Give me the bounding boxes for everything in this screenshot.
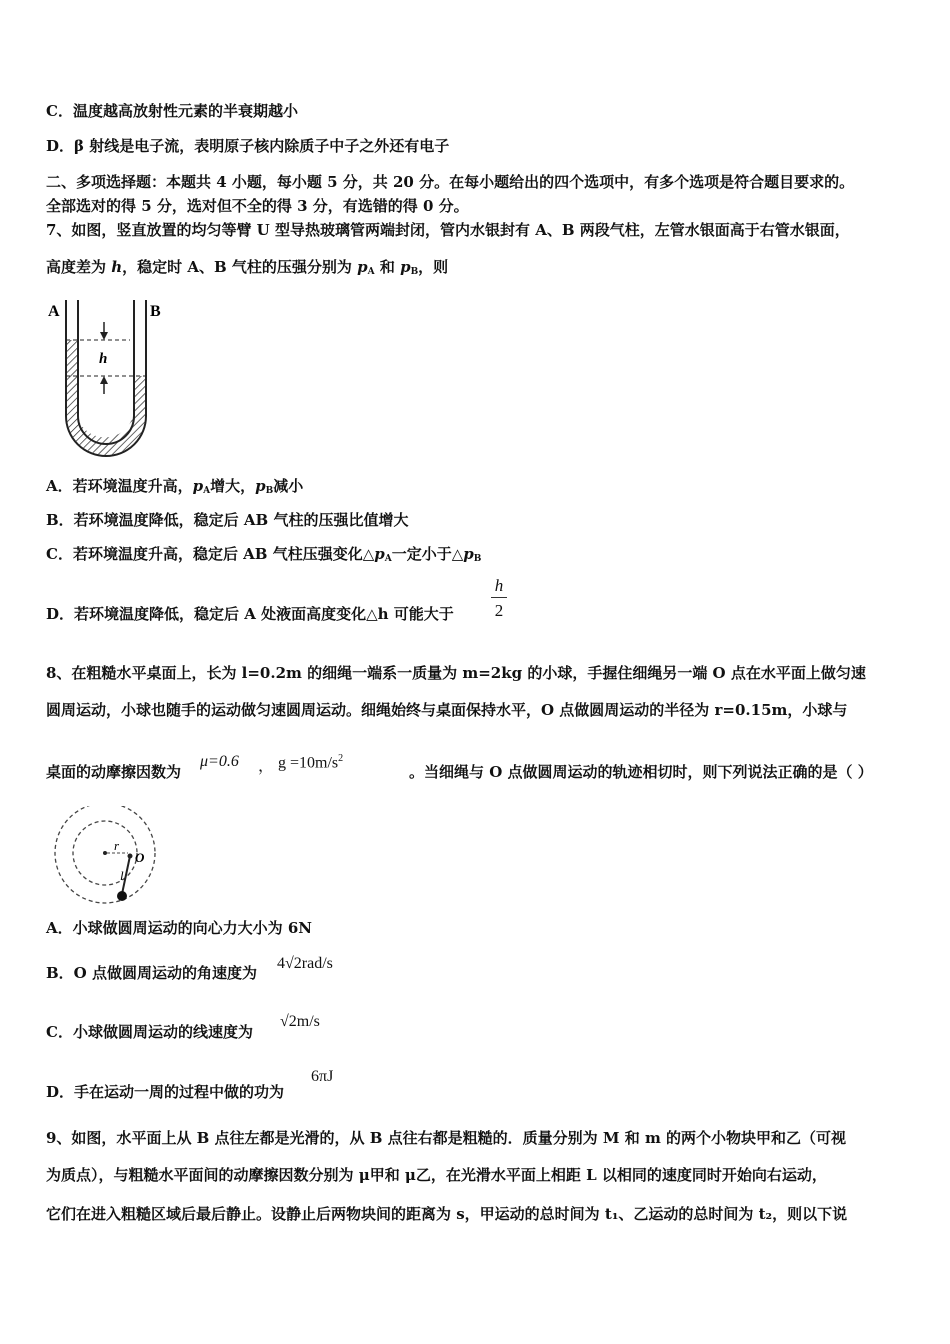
q8-option-d-value: 6πJ bbox=[311, 1068, 334, 1085]
q8-option-c: C．小球做圆周运动的线速度为 bbox=[46, 1023, 253, 1041]
q6-option-d: D．β 射线是电子流，表明原子核内除质子中子之外还有电子 bbox=[46, 137, 450, 155]
fig-label-l: l bbox=[120, 868, 124, 883]
section2-header-line2: 全部选对的得 5 分，选对但不全的得 3 分，有选错的得 0 分。 bbox=[46, 197, 469, 215]
q8-option-a: A．小球做圆周运动的向心力大小为 6N bbox=[46, 919, 313, 937]
q8-option-d: D．手在运动一周的过程中做的功为 bbox=[46, 1083, 285, 1101]
q6-option-c: C．温度越高放射性元素的半衰期越小 bbox=[46, 102, 298, 120]
q9-stem-line1: 9、如图，水平面上从 B 点往左都是光滑的，从 B 点往右都是粗糙的．质量分别为 M 和 m 的两个小物块甲和乙（可视 bbox=[46, 1129, 847, 1147]
u-tube-figure bbox=[44, 296, 174, 466]
q7-option-b: B．若环境温度降低，稳定后 AB 气柱的压强比值增大 bbox=[46, 511, 409, 529]
tube-label-b: B bbox=[150, 303, 161, 320]
q7-option-c: C．若环境温度升高，稳定后 AB 气柱压强变化$\triangle p_A$一定小于$\triangle p_B$ bbox=[46, 545, 482, 564]
mu-value: μ=0.6 bbox=[200, 753, 239, 770]
fig-label-r: r bbox=[114, 838, 120, 853]
q7-stem-line2: 高度差为 h，稳定时 A、B 气柱的压强分别为 $p_A$ 和 $p_B$，则 bbox=[46, 258, 449, 277]
q7-option-d: D．若环境温度降低，稳定后 A 处液面高度变化△h 可能大于 bbox=[46, 605, 454, 623]
section2-header-line1: 二、多项选择题：本题共 4 小题，每小题 5 分，共 20 分。在每小题给出的四个选项中，有多个选项是符合题目要求的。 bbox=[46, 173, 855, 191]
q7-option-a: A．若环境温度升高，$p_A$增大，$p_B$减小 bbox=[46, 477, 304, 496]
q9-stem-line2: 为质点），与粗糙水平面间的动摩擦因数分别为 μ甲和 μ乙，在光滑水平面上相距 L 以相同的速度同时开始向右运动， bbox=[46, 1166, 827, 1184]
circular-motion-figure bbox=[50, 806, 160, 906]
q8-option-b-value: 4√2rad/s bbox=[277, 955, 333, 972]
q8-option-b: B．O 点做圆周运动的角速度为 bbox=[46, 964, 257, 982]
comma: ， bbox=[258, 758, 275, 775]
q8-option-c-value: √2m/s bbox=[280, 1013, 320, 1030]
q8-stem-line3: 桌面的动摩擦因数为 。当细绳与 O 点做圆周运动的轨迹相切时，则下列说法正确的是（ ） bbox=[46, 763, 873, 781]
fraction-h-over-2: h 2 bbox=[491, 576, 507, 624]
q9-stem-line3: 它们在进入粗糙区域后最后静止。设静止后两物块间的距离为 s，甲运动的总时间为 t₁、乙运动的总时间为 t₂，则以下说 bbox=[46, 1205, 848, 1223]
g-value: $g =10m/s^2$ bbox=[278, 753, 344, 772]
q7-stem-line1: 7、如图，竖直放置的均匀等臂 U 型导热玻璃管两端封闭，管内水银封有 A、B 两段气柱，左管水银面高于右管水银面， bbox=[46, 221, 850, 239]
q8-stem-line1: 8、在粗糙水平桌面上，长为 l=0.2m 的细绳一端系一质量为 m=2kg 的小球，手握住细绳另一端 O 点在水平面上做匀速 bbox=[46, 664, 866, 682]
q8-stem-line2: 圆周运动，小球也随手的运动做匀速圆周运动。细绳始终与桌面保持水平，O 点做圆周运动的半径为 r=0.15m，小球与 bbox=[46, 701, 848, 719]
fig-label-o: O bbox=[135, 850, 145, 865]
tube-label-a: A bbox=[48, 303, 60, 320]
tube-label-h: h bbox=[99, 351, 108, 367]
